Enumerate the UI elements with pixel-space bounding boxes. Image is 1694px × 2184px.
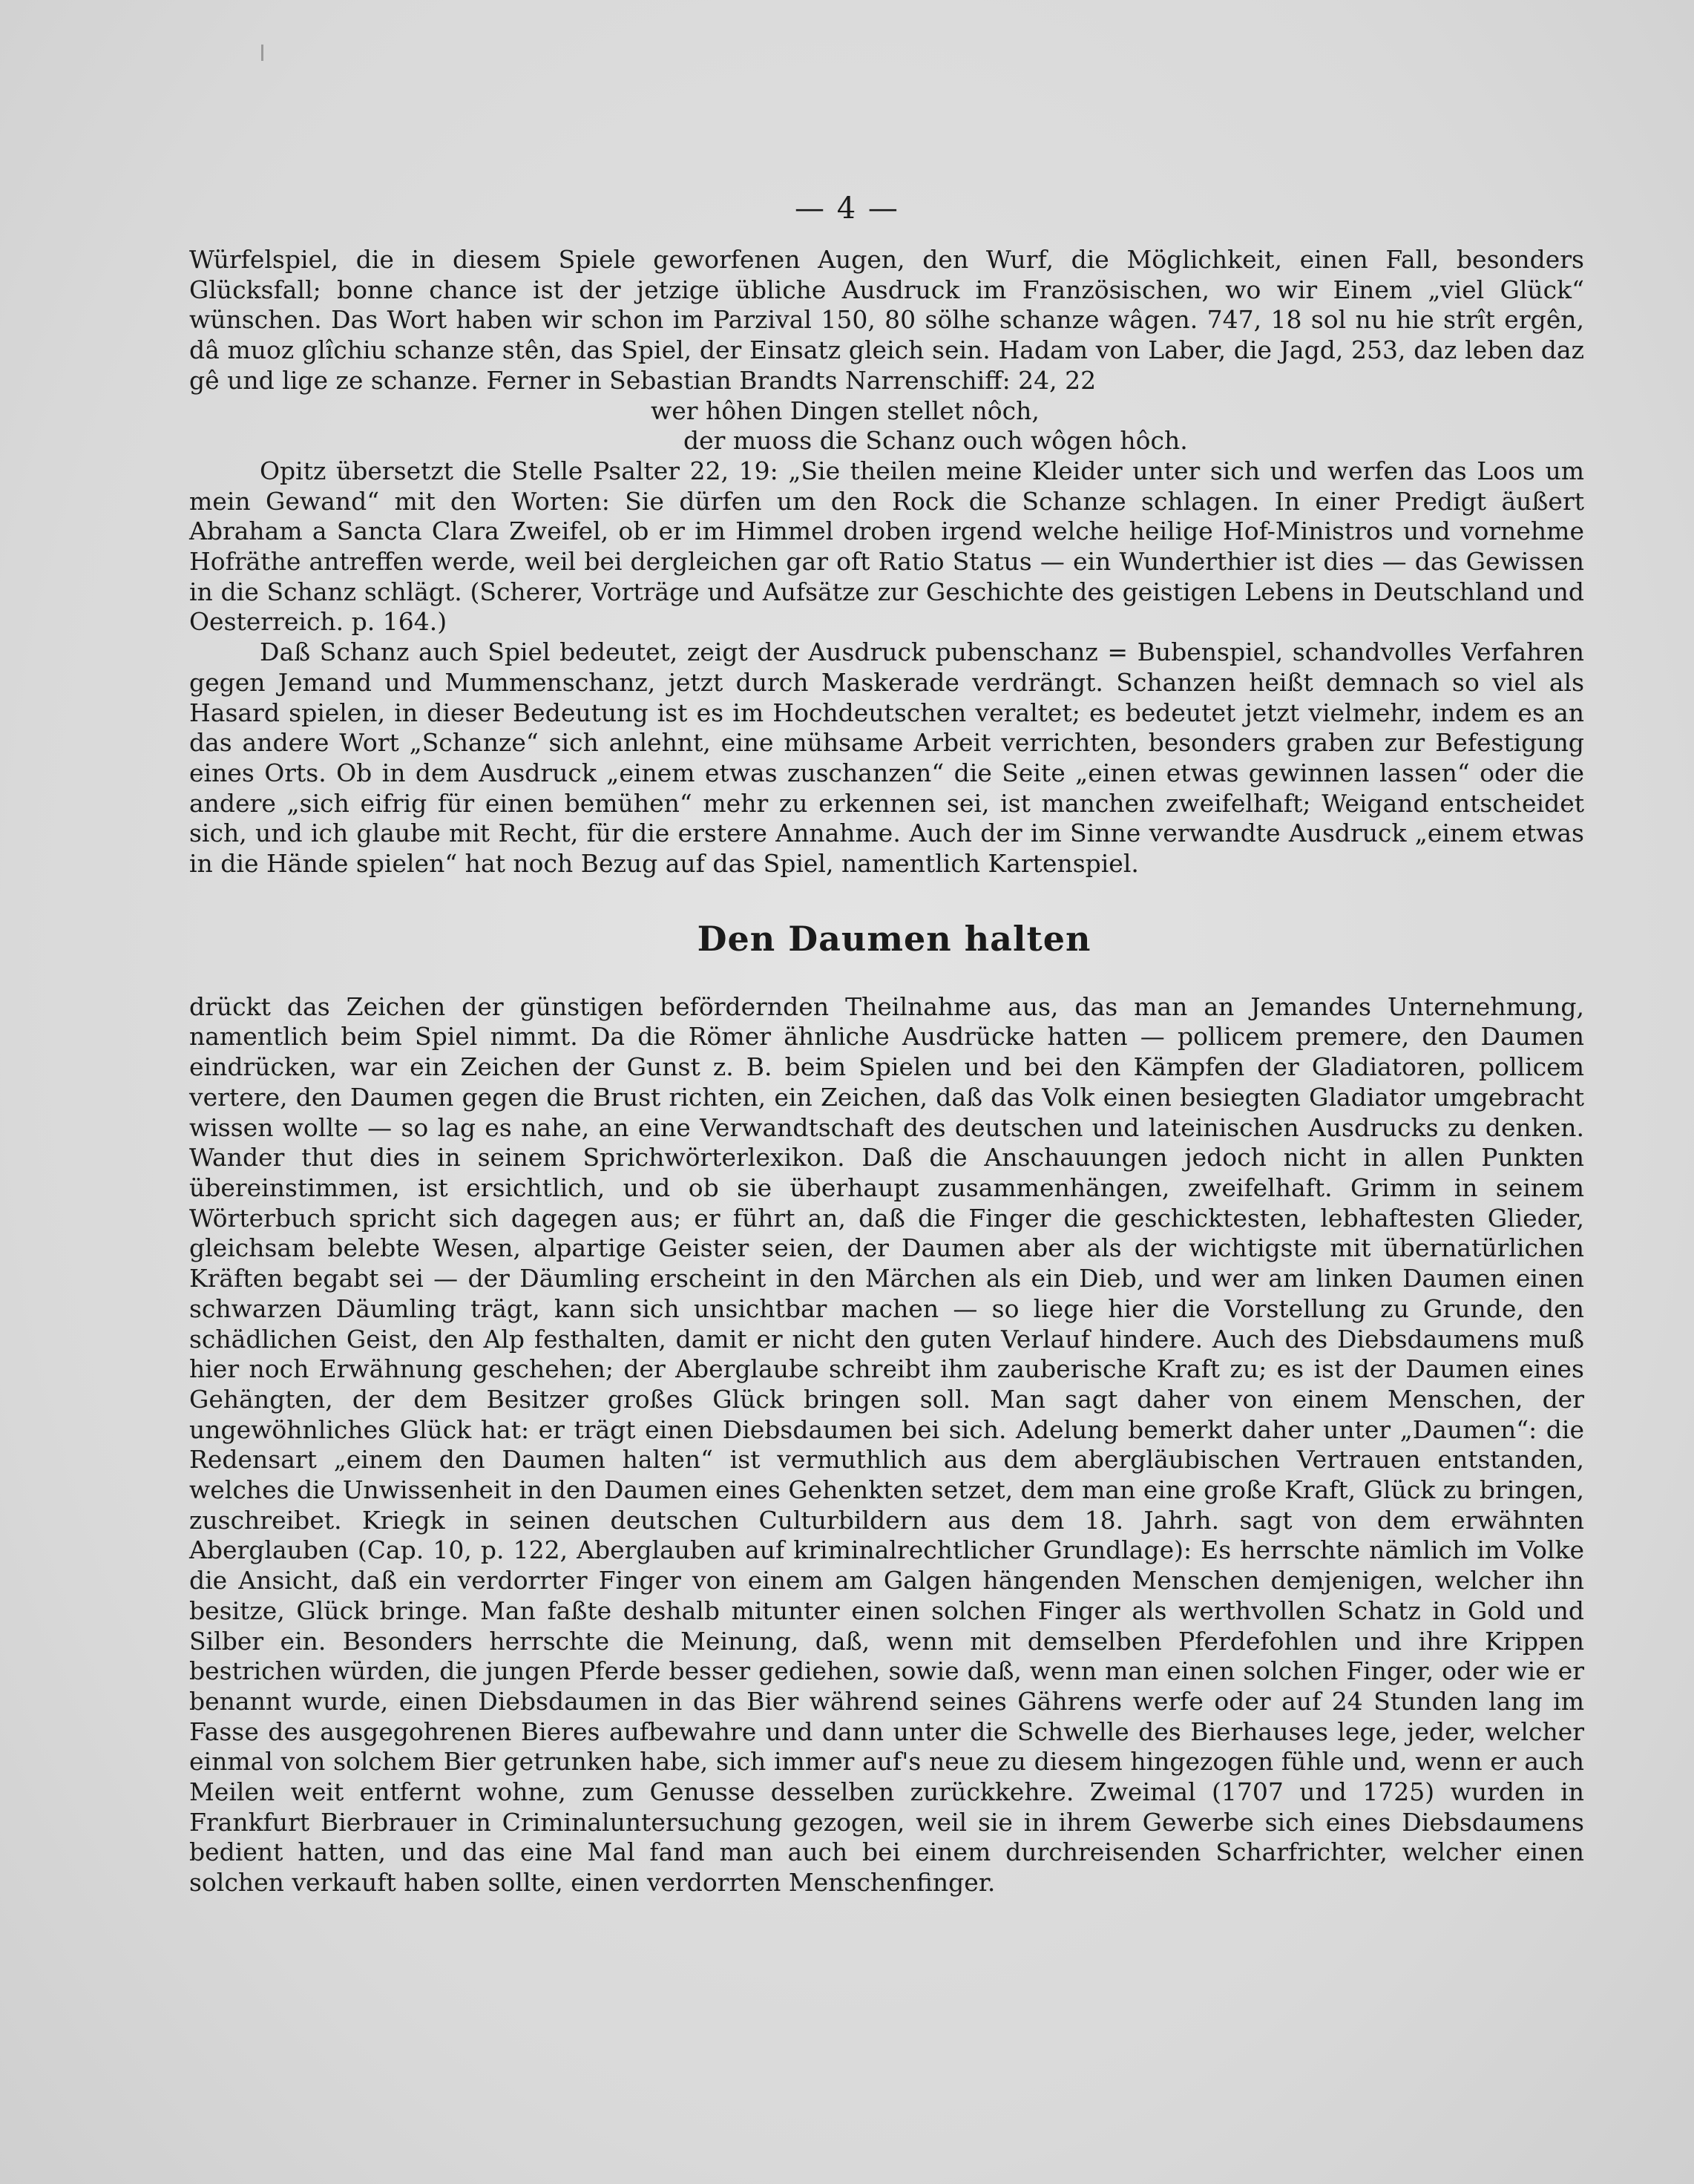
verse-line-1: wer hôhen Dingen stellet nôch, bbox=[651, 396, 1040, 425]
paragraph-4: drückt das Zeichen der günstigen befördernden Theilnahme aus, das man an Jemandes Unternehmung, namentlich beim Spiel nimmt. Da die Römer ähnliche Ausdrücke hatten — pollicem premere, den Daumen eindrücken, war ein Zeichen der Gunst z. B. beim Spielen und bei den Kämpfen der Gladiatoren, pollicem vertere, den Daumen gegen die Brust richten, ein Zeichen, daß das Volk einen besiegten Gladiator umgebracht wissen wollte — so lag es nahe, an eine Verwandtschaft des deutschen und lateinischen Ausdrucks zu denken. Wander thut dies in seinem Sprichwörterlexikon. Daß die Anschauungen jedoch nicht in allen Punkten übereinstimmen, ist ersichtlich, und ob sie überhaupt zusammenhängen, zweifelhaft. Grimm in seinem Wörterbuch spricht sich dagegen aus; er führt an, daß die Finger die geschicktesten, lebhaftesten Glieder, gleichsam belebte Wesen, alpartige Geister seien, der Daumen aber als der wichtigste mit übernatürlichen Kräften begabt sei — der Däumling erscheint in den Märchen als ein Dieb, und wer am linken Daumen einen schwarzen Däumling trägt, kann sich unsichtbar machen — so liege hier die Vorstellung zu Grunde, den schädlichen Geist, den Alp festhalten, damit er nicht den guten Verlauf hindere. Auch des Diebsdaumens muß hier noch Erwähnung geschehen; der Aberglaube schreibt ihm zauberische Kraft zu; es ist der Daumen eines Gehängten, der dem Besitzer großes Glück bringen soll. Man sagt daher von einem Menschen, der ungewöhnliches Glück hat: er trägt einen Diebsdaumen bei sich. Adelung bemerkt daher unter „Daumen“: die Redensart „einem den Daumen halten“ ist vermuthlich aus dem abergläubischen Vertrauen entstanden, welches die Unwissenheit in den Daumen eines Gehenkten setzet, dem man eine große Kraft, Glück zu bringen, zuschreibet. Kriegk in seinen deutschen Culturbildern aus dem 18. Jahrh. sagt von dem erwähnten Aberglauben (Cap. 10, p. 122, Aberglauben auf kriminalrechtlicher Grundlage): Es herrschte nämlich im Volke die Ansicht, daß ein verdorrter Finger von einem am Galgen hängenden Menschen demjenigen, welcher ihn besitze, Glück bringe. Man faßte deshalb mitunter einen solchen Finger als werthvollen Schatz in Gold und Silber ein. Besonders herrschte die Meinung, daß, wenn mit demselben Pferdefohlen und ihre Krippen bestrichen würden, die jungen Pferde besser gediehen, sowie daß, wenn man einen solchen Finger, oder wie er benannt wurde, einen Diebsdaumen in das Bier während seines Gährens werfe oder auf 24 Stunden lang im Fasse des ausgegohrenen Bieres aufbewahre und dann unter die Schwelle des Bierhauses lege, jeder, welcher einmal von solchem Bier getrunken habe, sich immer auf's neue zu diesem hingezogen fühle und, wenn er auch Meilen weit entfernt wohne, zum Genusse desselben zurückkehre. Zweimal (1707 und 1725) wurden in Frankfurt Bierbrauer in Criminaluntersuchung gezogen, weil sie in ihrem Gewerbe sich eines Diebsdaumens bedient hatten, und das eine Mal fand man auch bei einem durchreisenden Scharfrichter, welcher einen solchen verkauft haben sollte, einen verdorrten Menschenfinger. bbox=[189, 991, 1584, 1898]
page-body bbox=[189, 245, 1584, 1898]
paragraph-2: Opitz übersetzt die Stelle Psalter 22, 19: „Sie theilen meine Kleider unter sich und werfen das Loos um mein Gewand“ mit den Worten: Sie dürfen um den Rock die Schanze schlagen. In einer Predigt äußert Abraham a Sancta Clara Zweifel, ob er im Himmel droben irgend welche heilige Hof-Ministros und vornehme Hofräthe antreffen werde, weil bei dergleichen gar oft Ratio Status — ein Wunderthier ist dies — das Gewissen in die Schanz schlägt. (Scherer, Vorträge und Aufsätze zur Geschichte des geistigen Lebens in Deutschland und Oesterreich. p. 164.) bbox=[189, 456, 1584, 637]
paragraph-1: Würfelspiel, die in diesem Spiele geworfenen Augen, den Wurf, die Möglichkeit, einen Fall, besonders Glücksfall; bonne chance ist der jetzige übliche Ausdruck im Französischen, wo wir Einem „viel Glück“ wünschen. Das Wort haben wir schon im Parzival 150, 80 sölhe schanze wâgen. 747, 18 sol nu hie strît ergên, dâ muoz glîchiu schanze stên, das Spiel, der Einsatz gleich sein. Hadam von Laber, die Jagd, 253, daz leben daz gê und lige ze schanze. Ferner in Sebastian Brandts Narrenschiff: 24, 22 bbox=[189, 245, 1584, 395]
page-number: — 4 — bbox=[795, 191, 899, 226]
section-heading: Den Daumen halten bbox=[697, 918, 1091, 959]
verse-line-2: der muoss die Schanz ouch wôgen hôch. bbox=[683, 426, 1188, 456]
scan-mark bbox=[261, 45, 263, 61]
section-two-body bbox=[189, 992, 1584, 1898]
paragraph-3: Daß Schanz auch Spiel bedeutet, zeigt der Ausdruck pubenschanz = Bubenspiel, schandvolles Verfahren gegen Jemand und Mummenschanz, jetzt durch Maskerade verdrängt. Schanzen heißt demnach so viel als Hasard spielen, in dieser Bedeutung ist es im Hochdeutschen veraltet; es bedeutet jetzt vielmehr, indem es an das andere Wort „Schanze“ sich anlehnt, eine mühsame Arbeit verrichten, besonders graben zur Befestigung eines Orts. Ob in dem Ausdruck „einem etwas zuschanzen“ die Seite „einen etwas gewinnen lassen“ oder die andere „sich eifrig für einen bemühen“ mehr zu erkennen sei, ist manchen zweifelhaft; Weigand entscheidet sich, und ich glaube mit Recht, für die erstere Annahme. Auch der im Sinne verwandte Ausdruck „einem etwas in die Hände spielen“ hat noch Bezug auf das Spiel, namentlich Kartenspiel. bbox=[189, 637, 1584, 879]
